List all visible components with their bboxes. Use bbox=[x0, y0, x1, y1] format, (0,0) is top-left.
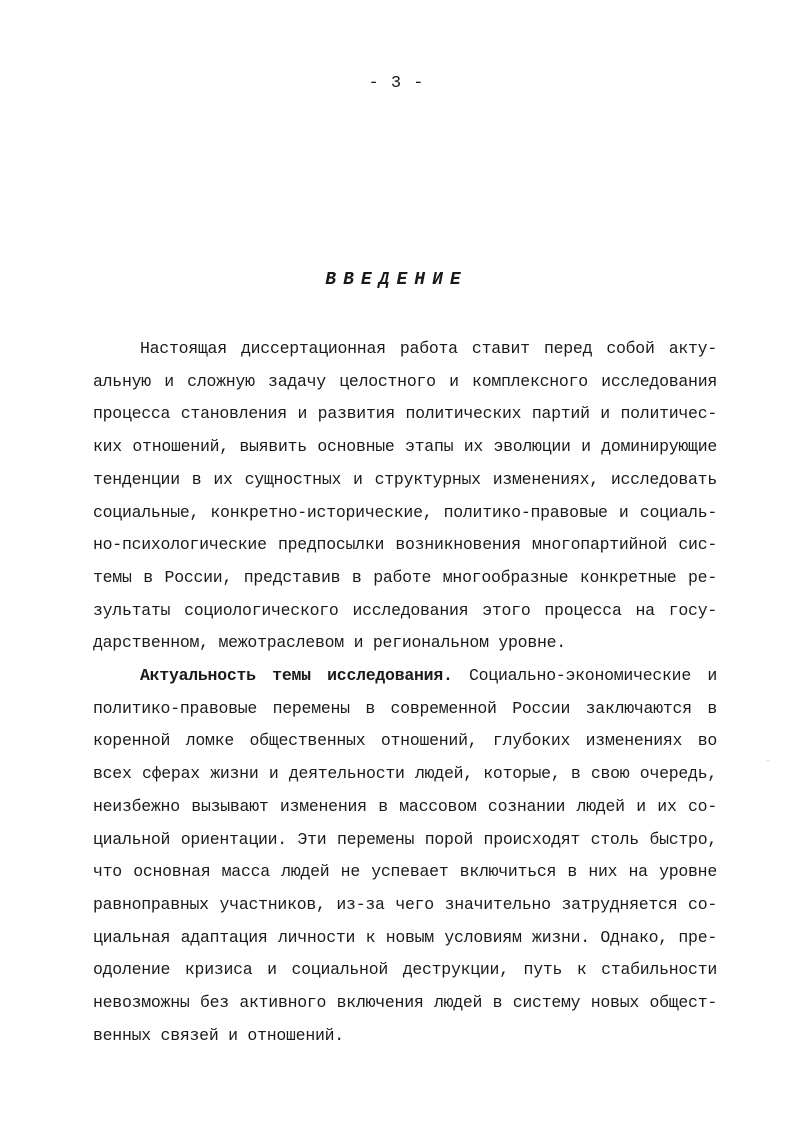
text-line: неизбежно вызывают изменения в массовом сознании людей и их со- bbox=[93, 796, 717, 816]
text-line: ких отношений, выявить основные этапы их эволюции и доминирующие bbox=[93, 437, 717, 457]
text-line-lead bbox=[93, 660, 717, 693]
text-line: коренной ломке общественных отношений, глубоких изменениях во bbox=[93, 731, 717, 751]
text-line: темы в России, представив в работе многообразные конкретные ре- bbox=[93, 567, 717, 587]
text-line: тенденции в их сущностных и структурных изменениях, исследовать bbox=[93, 469, 717, 489]
text-line: циальная адаптация личности к новым условиям жизни. Однако, пре- bbox=[93, 927, 717, 947]
text-line: одоление кризиса и социальной деструкции, путь к стабильности bbox=[93, 960, 717, 980]
text-line: дарственном, межотраслевом и региональном уровне. bbox=[93, 633, 566, 653]
relevance-lead-rest: Социально-экономические и bbox=[452, 666, 717, 685]
text-line: зультаты социологического исследования этого процесса на госу- bbox=[93, 600, 717, 620]
scan-artifact bbox=[767, 760, 769, 761]
text-line: социальные, конкретно-исторические, политико-правовые и социаль- bbox=[93, 502, 717, 522]
paragraph-relevance bbox=[93, 660, 717, 1052]
text-line: но-психологические предпосылки возникновения многопартийной сис- bbox=[93, 535, 717, 555]
page-number: - 3 - bbox=[368, 74, 425, 93]
text-line: венных связей и отношений. bbox=[93, 1025, 344, 1045]
text-line: что основная масса людей не успевает включиться в них на уровне bbox=[93, 862, 717, 882]
text-line: политико-правовые перемены в современной России заключаются в bbox=[93, 698, 717, 718]
paragraph-intro bbox=[93, 333, 717, 660]
text-line: циальной ориентации. Эти перемены порой происходят столь быстро, bbox=[93, 829, 717, 849]
relevance-lead-bold: Актуальность темы исследования. bbox=[140, 666, 453, 685]
text-line: Настоящая диссертационная работа ставит перед собой акту- bbox=[140, 339, 717, 358]
text-line: всех сферах жизни и деятельности людей, которые, в свою очередь, bbox=[93, 764, 717, 784]
text-line: процесса становления и развития политических партий и политичес- bbox=[93, 404, 717, 424]
section-heading: ВВЕДЕНИЕ bbox=[325, 270, 468, 290]
text-line: равноправных участников, из-за чего значительно затрудняется со- bbox=[93, 894, 717, 914]
text-line: невозможны без активного включения людей в систему новых общест- bbox=[93, 993, 717, 1013]
text-line: альную и сложную задачу целостного и комплексного исследования bbox=[93, 371, 717, 391]
